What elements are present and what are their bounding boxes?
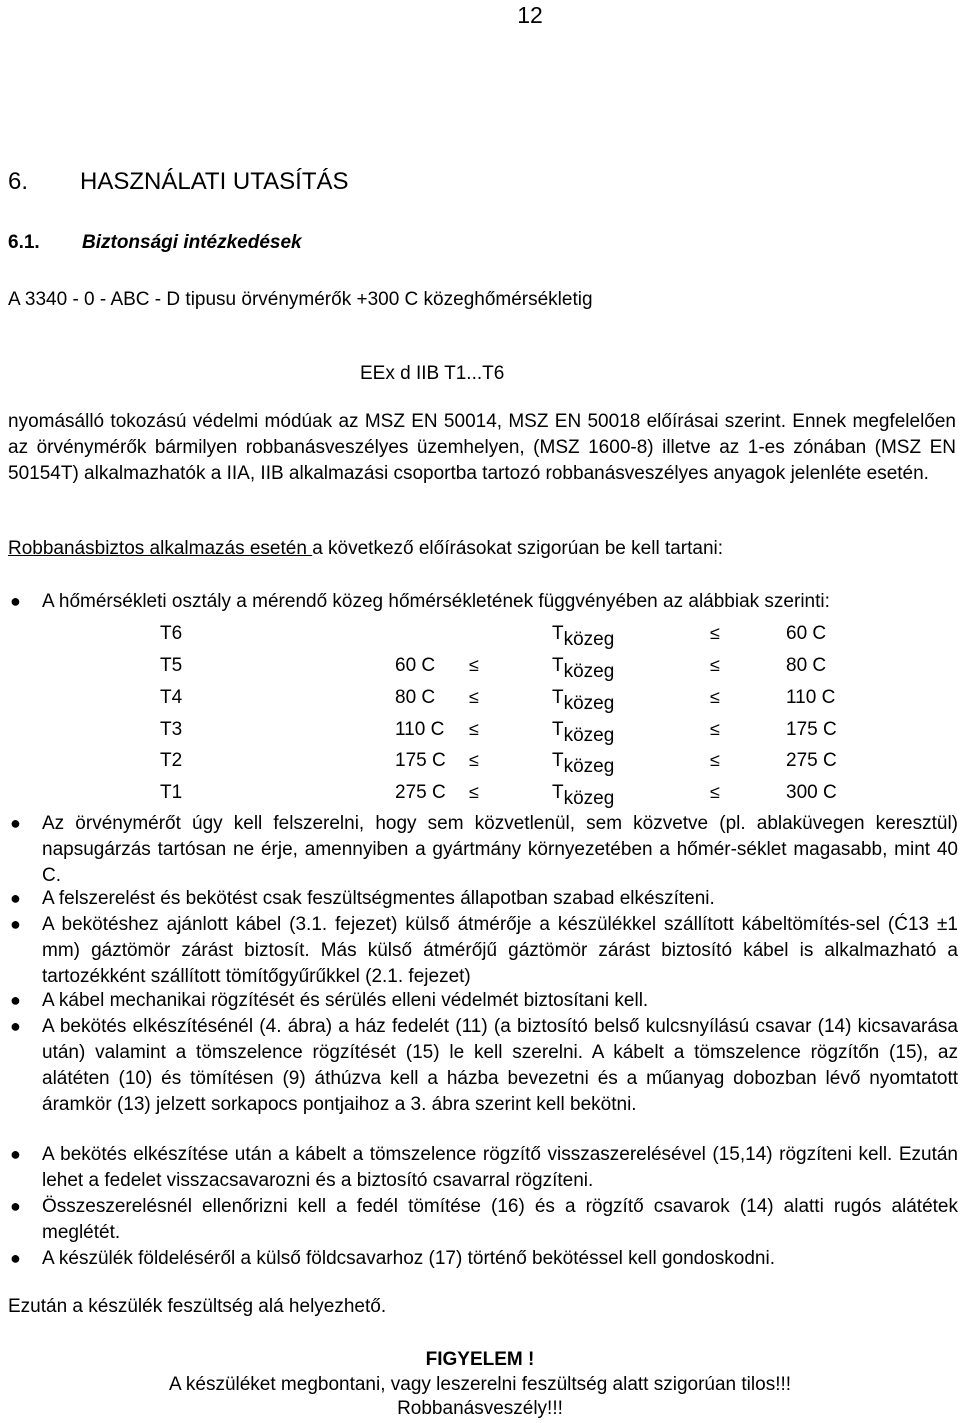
medium-temperature-symbol xyxy=(552,623,614,651)
less-equal-icon: ≤ xyxy=(469,719,479,739)
less-equal-icon: ≤ xyxy=(710,719,720,739)
less-equal-icon: ≤ xyxy=(710,750,720,770)
symbol-sub: közeg xyxy=(563,661,615,682)
medium-temperature-symbol xyxy=(552,750,614,778)
bullet-cable: A bekötéshez ajánlott kábel (3.1. fejezet) külső átmérője a készülékkel szállított kábeltömítés-sel (Ć13 ±1 mm) gáztömör zárást biztosít. Más külső átmérőjű gáztömör zárást biztosító kábel is alkalmazható a tartozékként szállított tömítőgyűrűkkel (2.1. fejezet) xyxy=(42,914,958,987)
symbol-sub: közeg xyxy=(563,788,615,809)
subsection-number: 6.1. xyxy=(8,232,40,253)
less-equal-icon: ≤ xyxy=(710,687,720,707)
medium-temperature-symbol xyxy=(552,719,614,747)
temp-lower-limit: 110 C xyxy=(395,719,445,740)
symbol-t: T xyxy=(552,655,564,676)
warning-text: A készüléket megbontani, vagy leszerelni feszültség alatt szigorúan tilos!!! xyxy=(168,1374,792,1395)
bullet-voltage-free: A felszerelést és bekötést csak feszültségmentes állapotban szabad elkészíteni. xyxy=(42,888,715,909)
bullet-icon: ● xyxy=(10,1248,21,1268)
body-paragraph: nyomásálló tokozású védelmi módúak az MSZ EN 50014, MSZ EN 50018 előírásai szerint. Ennek megfelelően az örvénymérők bármilyen robbanásveszélyes üzemhelyen, (MSZ 1600-8) illetve az 1-es zónában (MSZ EN 50154T) alkalmazhatók a IIA, IIB alkalmazási csoportba tartozó robbanásveszélyes anyagok jelenléte esetén. xyxy=(8,411,956,484)
temp-class: T3 xyxy=(160,719,183,740)
temp-upper-limit: 175 C xyxy=(786,719,837,740)
temp-lower-limit: 175 C xyxy=(395,750,446,771)
table-row xyxy=(0,719,960,749)
warning-explosion: Robbanásveszély!!! xyxy=(397,1398,563,1419)
symbol-sub: közeg xyxy=(563,725,615,746)
bullet-temperature-class: A hőmérsékleti osztály a mérendő közeg hőmérsékletének függvényében az alábbiak szerinti: xyxy=(42,591,830,612)
bullet-icon: ● xyxy=(10,591,21,611)
temp-lower-limit: 60 C xyxy=(395,655,436,676)
symbol-t: T xyxy=(552,750,564,771)
bullet-icon: ● xyxy=(10,1144,21,1164)
medium-temperature-symbol xyxy=(552,687,614,715)
temp-class: T5 xyxy=(160,655,183,676)
less-equal-icon: ≤ xyxy=(469,655,479,675)
temp-lower-limit: 80 C xyxy=(395,687,436,708)
temp-class: T6 xyxy=(160,623,183,644)
temp-upper-limit: 300 C xyxy=(786,782,837,803)
bullet-icon: ● xyxy=(10,813,21,833)
less-equal-icon: ≤ xyxy=(469,782,479,802)
bullet-connection: A bekötés elkészítésénél (4. ábra) a ház fedelét (11) (a biztosító belső kulcsnyílású csavar (14) kicsavarása után) valamint a tömszelence rögzítését (15) le kell szerelni. A kábelt a tömszelence rögzítőn (15), az alátéten (10) és tömítésen (9) áthúzva kell a házba bevezetni és a műanyag dobozban lévő nyomtatott áramkör (13) jelzett sorkapocs pontjaihoz a 3. ábra szerint kell bekötni. xyxy=(42,1016,958,1115)
bullet-icon: ● xyxy=(10,888,21,908)
section-heading xyxy=(8,168,349,196)
temp-class: T4 xyxy=(160,687,183,708)
temp-class: T1 xyxy=(160,782,183,803)
less-equal-icon: ≤ xyxy=(710,623,720,643)
warning-title: FIGYELEM ! xyxy=(425,1349,535,1370)
certification-marking: EEx d IIB T1...T6 xyxy=(360,363,505,384)
rules-intro-rest: a következő előírásokat szigorúan be kell tartani: xyxy=(312,538,724,559)
bullet-icon: ● xyxy=(10,990,21,1010)
symbol-sub: közeg xyxy=(563,629,615,650)
temp-upper-limit: 110 C xyxy=(786,687,836,708)
bullet-cable-protection: A kábel mechanikai rögzítését és sérülés elleni védelmét biztosítani kell. xyxy=(42,990,649,1011)
table-row xyxy=(0,782,960,812)
bullet-icon: ● xyxy=(10,1196,21,1216)
symbol-t: T xyxy=(552,687,564,708)
subsection-heading xyxy=(8,232,302,254)
symbol-sub: közeg xyxy=(563,693,615,714)
bullet-cable-fixing: A bekötés elkészítése után a kábelt a tömszelence rögzítő visszaszerelésével (15,14) rögzíteni kell. Ezután lehet a fedelet visszacsavarozni és a biztosító csavarral rögzíteni. xyxy=(42,1144,958,1191)
bullet-icon: ● xyxy=(10,1016,21,1036)
final-note: Ezután a készülék feszültség alá helyezhető. xyxy=(8,1296,387,1317)
less-equal-icon: ≤ xyxy=(710,655,720,675)
symbol-t: T xyxy=(552,782,564,803)
table-row xyxy=(0,655,960,685)
temp-lower-limit: 275 C xyxy=(395,782,446,803)
table-row xyxy=(0,623,960,653)
intro-text: A 3340 - 0 - ABC - D tipusu örvénymérők +300 C közeghőmérsékletig xyxy=(8,289,593,310)
temp-upper-limit: 275 C xyxy=(786,750,837,771)
rules-intro-underlined: Robbanásbiztos alkalmazás esetén xyxy=(8,538,313,559)
bullet-icon: ● xyxy=(10,914,21,934)
symbol-t: T xyxy=(552,623,564,644)
temp-upper-limit: 80 C xyxy=(786,655,827,676)
symbol-sub: közeg xyxy=(563,756,615,777)
temp-upper-limit: 60 C xyxy=(786,623,827,644)
table-row xyxy=(0,750,960,780)
bullet-assembly-check: Összeszerelésnél ellenőrizni kell a fedél tömítése (16) és a rögzítő csavarok (14) alatti rugós alátétek meglétét. xyxy=(42,1196,958,1243)
less-equal-icon: ≤ xyxy=(710,782,720,802)
table-row xyxy=(0,687,960,717)
symbol-t: T xyxy=(552,719,564,740)
section-number: 6. xyxy=(8,168,29,195)
section-title: HASZNÁLATI UTASÍTÁS xyxy=(80,168,349,195)
less-equal-icon: ≤ xyxy=(469,687,479,707)
medium-temperature-symbol xyxy=(552,655,614,683)
page-number: 12 xyxy=(517,2,543,28)
medium-temperature-symbol xyxy=(552,782,614,810)
temp-class: T2 xyxy=(160,750,183,771)
less-equal-icon: ≤ xyxy=(469,750,479,770)
subsection-title: Biztonsági intézkedések xyxy=(82,232,302,253)
rules-intro xyxy=(8,538,723,560)
bullet-grounding: A készülék földeléséről a külső földcsavarhoz (17) történő bekötéssel kell gondoskodni. xyxy=(42,1248,775,1269)
bullet-installation-sunlight: Az örvénymérőt úgy kell felszerelni, hogy sem közvetlenül, sem közvetve (pl. ablaküvegen keresztül) napsugárzás tartósan ne érje, amennyiben a gyártmány környezetében a hőmér-séklet magasabb, mint 40 C. xyxy=(42,813,958,886)
